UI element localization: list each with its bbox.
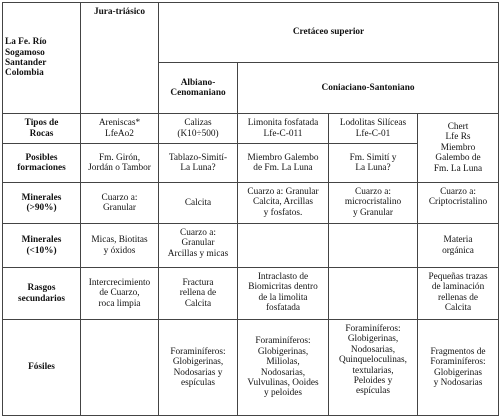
table-cell: Calcita (159, 183, 238, 224)
table-cell: Tablazo-Simití- La Luna? (159, 144, 238, 183)
table-cell: Areniscas* LfeAo2 (81, 114, 159, 144)
table-cell: Fm. Girón, Jordán o Tambor (81, 144, 159, 183)
albiano-cenomaniano-header: Albiano- Cenomaniano (159, 63, 238, 114)
table-row (3, 268, 499, 320)
table-cell: Pequeñas trazas de laminación rellenas de Calcita (418, 268, 499, 320)
jura-triasico-header: Jura-triásico (81, 3, 159, 114)
table-cell: Fragmentos de Foraminíferos: Globigerinas y Nodosarias (418, 320, 499, 416)
table-cell: Cuarzo a: Granular Arcillas y micas (159, 224, 238, 268)
table-cell: Calizas (K10÷500) (159, 114, 238, 144)
table-cell: Foraminíferos: Globigerinas, Nodosarias y espículas (159, 320, 238, 416)
table-cell: Foraminíferos: Globigerinas, Miliolas, Nodosarias, Vulvulinas, Ooides y peloides (238, 320, 329, 416)
geology-table (2, 2, 499, 416)
row-label: Rasgos secundarios (3, 268, 81, 320)
table-cell: Cuarzo a: microcristalino y Granular (329, 183, 418, 224)
row-label: Minerales (<10%) (3, 224, 81, 268)
table-cell: Cuarzo a: Granular Calcita, Arcillas y fosfatos. (238, 183, 329, 224)
table-cell (329, 224, 418, 268)
table-cell: Miembro Galembo de Fm. La Luna (238, 144, 329, 183)
corner-header: La Fe. Río Sogamoso Santander Colombia (3, 3, 81, 114)
table-cell: Micas, Biotitas y óxidos (81, 224, 159, 268)
coniaciano-santoniano-header: Coniaciano-Santoniano (238, 63, 499, 114)
row-label: Fósiles (3, 320, 81, 416)
table-cell (238, 224, 329, 268)
table-row (3, 183, 499, 224)
table-cell: Fractura rellena de Calcita (159, 268, 238, 320)
table-cell: Cuarzo a: Criptocristalino (418, 183, 499, 224)
table-cell: Fm. Simití y La Luna? (329, 144, 418, 183)
table-cell: Limonita fosfatada Lfe-C-011 (238, 114, 329, 144)
table-row (3, 114, 499, 144)
row-label: Posibles formaciones (3, 144, 81, 183)
table-row (3, 320, 499, 416)
table-cell: Intraclasto de Biomicritas dentro de la limolita fosfatada (238, 268, 329, 320)
table-cell: Lodolitas Silíceas Lfe-C-01 (329, 114, 418, 144)
table-cell: Intercrecimiento de Cuarzo, roca limpia (81, 268, 159, 320)
table-cell: Cuarzo a: Granular (81, 183, 159, 224)
row-label: Tipos de Rocas (3, 114, 81, 144)
table-row (3, 224, 499, 268)
table-cell: Foraminíferos: Globigerinas, Nodosarias, Quinqueloculinas, textularias, Peloides y espículas (329, 320, 418, 416)
row-label: Minerales (>90%) (3, 183, 81, 224)
table-cell (329, 268, 418, 320)
table-cell: Chert Lfe Rs Miembro Galembo de Fm. La Luna (418, 114, 499, 183)
cretaceo-superior-header: Cretáceo superior (159, 3, 499, 63)
table-cell (81, 320, 159, 416)
table-cell: Materia orgánica (418, 224, 499, 268)
